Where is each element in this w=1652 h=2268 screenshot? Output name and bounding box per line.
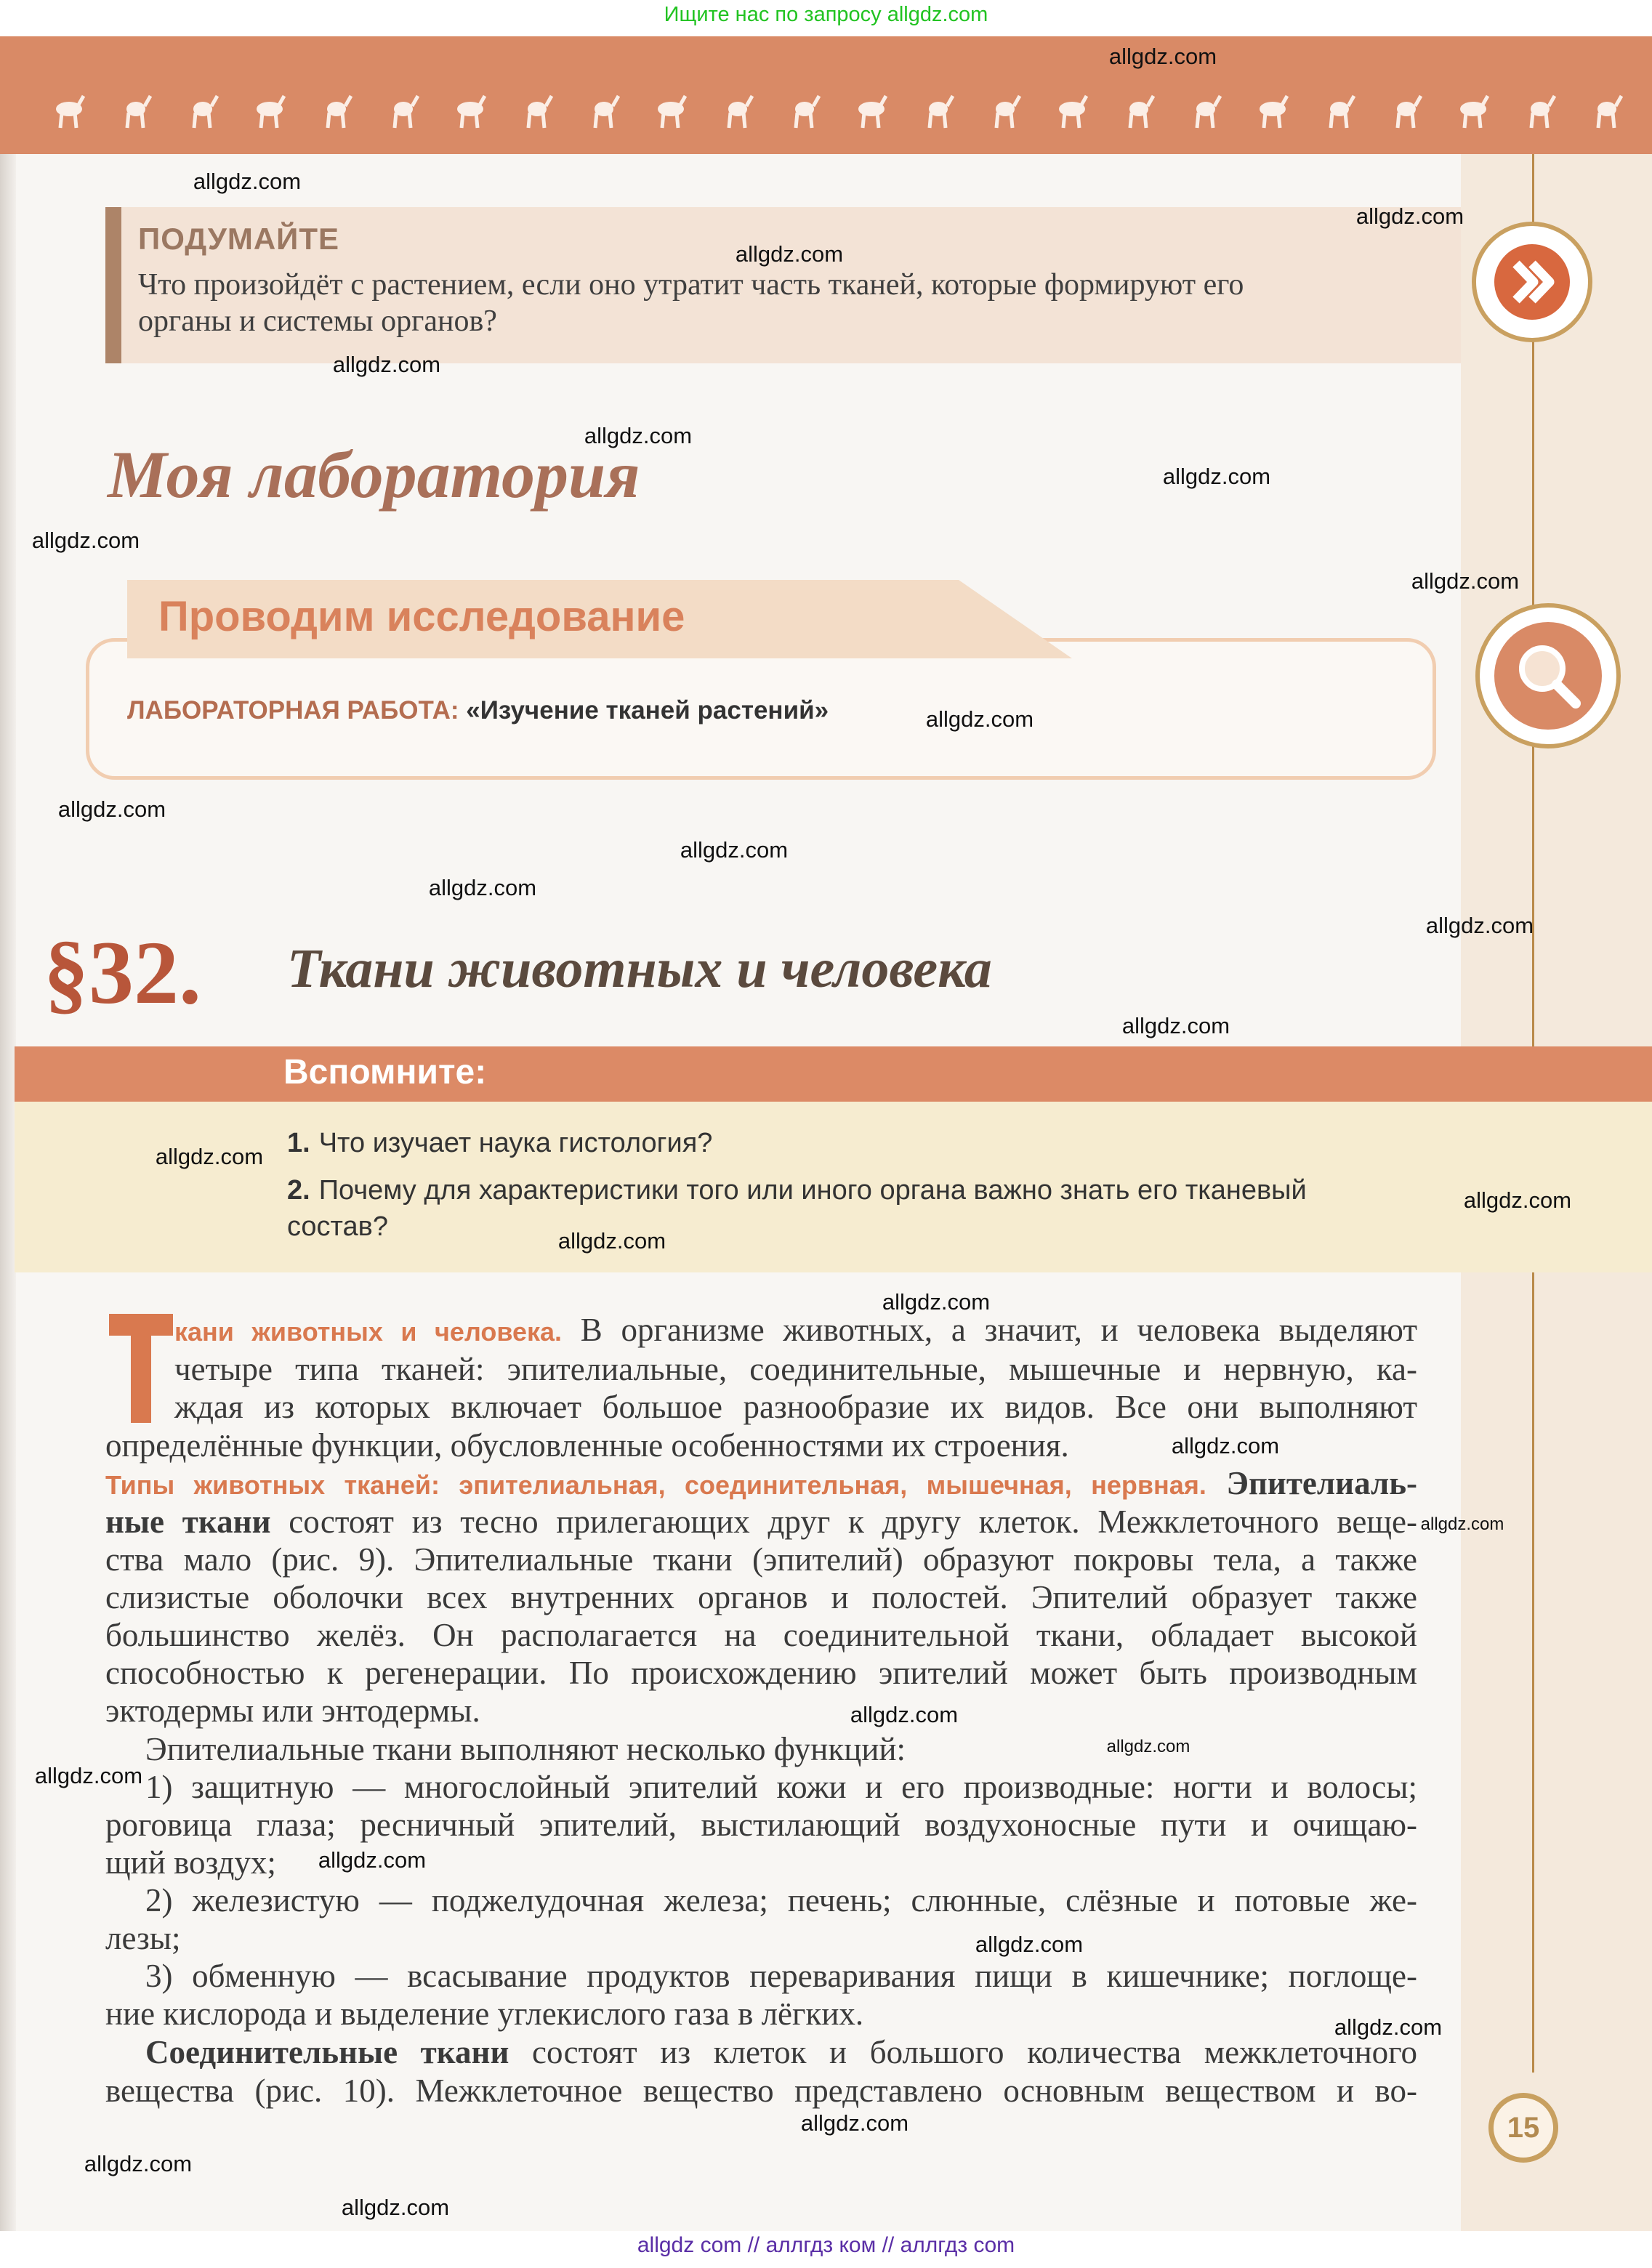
bold-term: ные ткани [105, 1504, 271, 1540]
animal-silhouette-icon [394, 96, 418, 128]
recall-item [287, 1175, 1307, 1206]
recall-item-continuation: состав? [287, 1211, 388, 1242]
highlight-term: кани животных и человека. [174, 1317, 563, 1347]
watermark: allgdz.com [1411, 568, 1520, 594]
body-line: вещества (рис. 10). Межклеточное вещество представлено основным веществом и во- [105, 2073, 1417, 2109]
watermark: allgdz.com [318, 1847, 427, 1873]
item-number: 1. [287, 1128, 310, 1158]
body-line: 3) обменную — всасывание продуктов переваривания пищи в кишечнике; поглоще- [145, 1958, 1417, 1994]
watermark: allgdz.com [1171, 1433, 1280, 1458]
body-line: роговица глаза; ресничный эпителий, выстилающий воздухоносные пути и очищаю- [105, 1807, 1417, 1843]
body-line: слизистые оболочки всех внутренних органов и полостей. Эпителий образует также [105, 1579, 1417, 1615]
watermark: allgdz.com [975, 1932, 1084, 1957]
body-line: большинство желёз. Он располагается на соединительной ткани, обладает высокой [105, 1617, 1417, 1653]
bold-term: Эпителиаль- [1226, 1465, 1417, 1501]
body-line: щий воздух; [105, 1844, 276, 1881]
lab-work-name: «Изучение тканей растений» [466, 696, 829, 725]
animal-silhouette-icon [1196, 96, 1220, 128]
think-question: органы и системы органов? [138, 304, 497, 338]
animal-silhouette-icon [56, 96, 84, 128]
dropcap-letter [109, 1314, 173, 1423]
animal-silhouette-icon [1330, 96, 1354, 128]
magnifier-icon [1475, 603, 1621, 748]
body-line [105, 1503, 1417, 1541]
animal-silhouette-icon [1597, 96, 1621, 128]
animal-silhouette-icon [929, 96, 953, 128]
animal-silhouette-icon [257, 96, 284, 128]
animal-silhouette-icon [1059, 96, 1087, 128]
watermark: allgdz.com [882, 1289, 991, 1315]
animal-silhouette-icon [1397, 96, 1421, 128]
item-number: 2. [287, 1175, 310, 1206]
think-title: ПОДУМАЙТЕ [138, 222, 340, 256]
highlight-term: Типы животных тканей: эпителиальная, соединительная, мышечная, нервная. [105, 1470, 1206, 1500]
animal-silhouette-icon [1531, 96, 1555, 128]
watermark: allgdz.com [1420, 1514, 1504, 1534]
think-question: Что произойдёт с растением, если оно утратит часть тканей, которые формируют его [138, 268, 1244, 302]
watermark: allgdz.com [584, 423, 693, 448]
watermark: allgdz.com [925, 706, 1034, 732]
watermark: allgdz.com [31, 528, 140, 553]
animal-silhouette-icon [327, 96, 351, 128]
watermark: allgdz.com [1121, 1013, 1230, 1038]
watermark: allgdz.com [155, 1144, 264, 1169]
watermark: allgdz.com [735, 241, 844, 267]
page-number: 15 [1488, 2093, 1558, 2163]
body-text: состоят из тесно прилегающих друг к другу клеток. Межклеточного веще- [289, 1504, 1417, 1540]
watermark: allgdz.com [1425, 913, 1534, 938]
paragraph-title: Ткани животных и человека [287, 938, 992, 999]
lab-work-title [127, 696, 829, 725]
body-line: определённые функции, обусловленные особенностями их строения. [105, 1427, 1069, 1464]
body-line: 2) железистую — поджелудочная железа; печень; слюнные, слёзные и потовые же- [145, 1882, 1417, 1918]
watermark: allgdz.com [57, 796, 166, 822]
watermark: allgdz.com [1106, 1737, 1190, 1756]
body-line: 1) защитную — многослойный эпителий кожи и его производные: ногти и волосы; [145, 1769, 1417, 1805]
bold-term: Соединительные ткани [145, 2034, 509, 2070]
animal-silhouette-icon [1129, 96, 1153, 128]
footer-links[interactable]: allgdz com // аллгдз ком // аллгдз com [637, 2233, 1015, 2257]
animal-silhouette-icon [728, 96, 752, 128]
body-line [105, 1464, 1417, 1504]
page-binding-shadow [0, 36, 16, 2231]
lab-work-label: ЛАБОРАТОРНАЯ РАБОТА: [127, 696, 459, 725]
animal-silhouette-icon [658, 96, 685, 128]
recall-band [15, 1046, 1652, 1102]
lab-section-title: Моя лаборатория [108, 437, 640, 512]
watermark: allgdz.com [428, 875, 537, 900]
watermark: allgdz.com [1355, 203, 1464, 229]
animal-silhouette-icon [1260, 96, 1287, 128]
recall-item [287, 1128, 712, 1159]
animal-silhouette-icon [528, 96, 552, 128]
item-text: Почему для характеристики того или иного органа важно знать его тканевый [318, 1175, 1307, 1206]
recall-title: Вспомните: [283, 1053, 487, 1091]
watermark: allgdz.com [193, 169, 302, 194]
animal-silhouette-icon [996, 96, 1020, 128]
watermark: allgdz.com [332, 352, 441, 377]
body-line [145, 2033, 1417, 2071]
search-hint-link[interactable]: Ищите нас по запросу allgdz.com [664, 3, 988, 26]
animal-silhouette-icon [595, 96, 619, 128]
item-text: Что изучает наука гистология? [318, 1128, 713, 1158]
watermark: allgdz.com [1463, 1187, 1572, 1213]
lab-tab-title: Проводим исследование [158, 593, 685, 640]
animal-silhouette-icon [795, 96, 819, 128]
watermark: allgdz.com [84, 2151, 193, 2176]
watermark: allgdz.com [1334, 2014, 1443, 2040]
paragraph-number: §32. [44, 923, 201, 1022]
watermark: allgdz.com [800, 2110, 909, 2136]
animal-silhouette-icon [1460, 96, 1488, 128]
fast-forward-icon [1472, 222, 1592, 342]
watermark: allgdz.com [1162, 464, 1271, 489]
watermark: allgdz.com [680, 837, 789, 863]
body-line [174, 1311, 1417, 1351]
animal-silhouette-icon [457, 96, 485, 128]
watermark: allgdz.com [557, 1228, 666, 1254]
body-line: четыре типа тканей: эпителиальные, соединительные, мышечные и нервную, ка- [174, 1351, 1417, 1387]
body-line: ства мало (рис. 9). Эпителиальные ткани (эпителий) образуют покровы тела, а также [105, 1541, 1417, 1578]
body-line: Эпителиальные ткани выполняют несколько функций: [145, 1731, 906, 1767]
watermark: allgdz.com [1108, 44, 1217, 69]
body-line: ждая из которых включает большое разнообразие их видов. Все они выполняют [174, 1389, 1417, 1425]
animal-silhouette-icon [126, 96, 150, 128]
animal-silhouette-icon [193, 96, 217, 128]
body-text: В организме животных, а значит, и человека выделяют [580, 1312, 1417, 1348]
animal-silhouette-icon [858, 96, 886, 128]
body-text: состоят из клеток и большого количества межклеточного [532, 2034, 1417, 2070]
body-line: эктодермы или энтодермы. [105, 1692, 480, 1729]
body-line: ние кислорода и выделение углекислого газа в лёгких. [105, 1995, 864, 2032]
body-line: лезы; [105, 1920, 181, 1956]
animal-silhouettes-row [0, 80, 1652, 138]
body-line: способностью к регенерации. По происхождению эпителий может быть производным [105, 1655, 1417, 1691]
watermark: allgdz.com [34, 1763, 143, 1788]
watermark: allgdz.com [341, 2195, 450, 2220]
watermark: allgdz.com [850, 1702, 959, 1727]
